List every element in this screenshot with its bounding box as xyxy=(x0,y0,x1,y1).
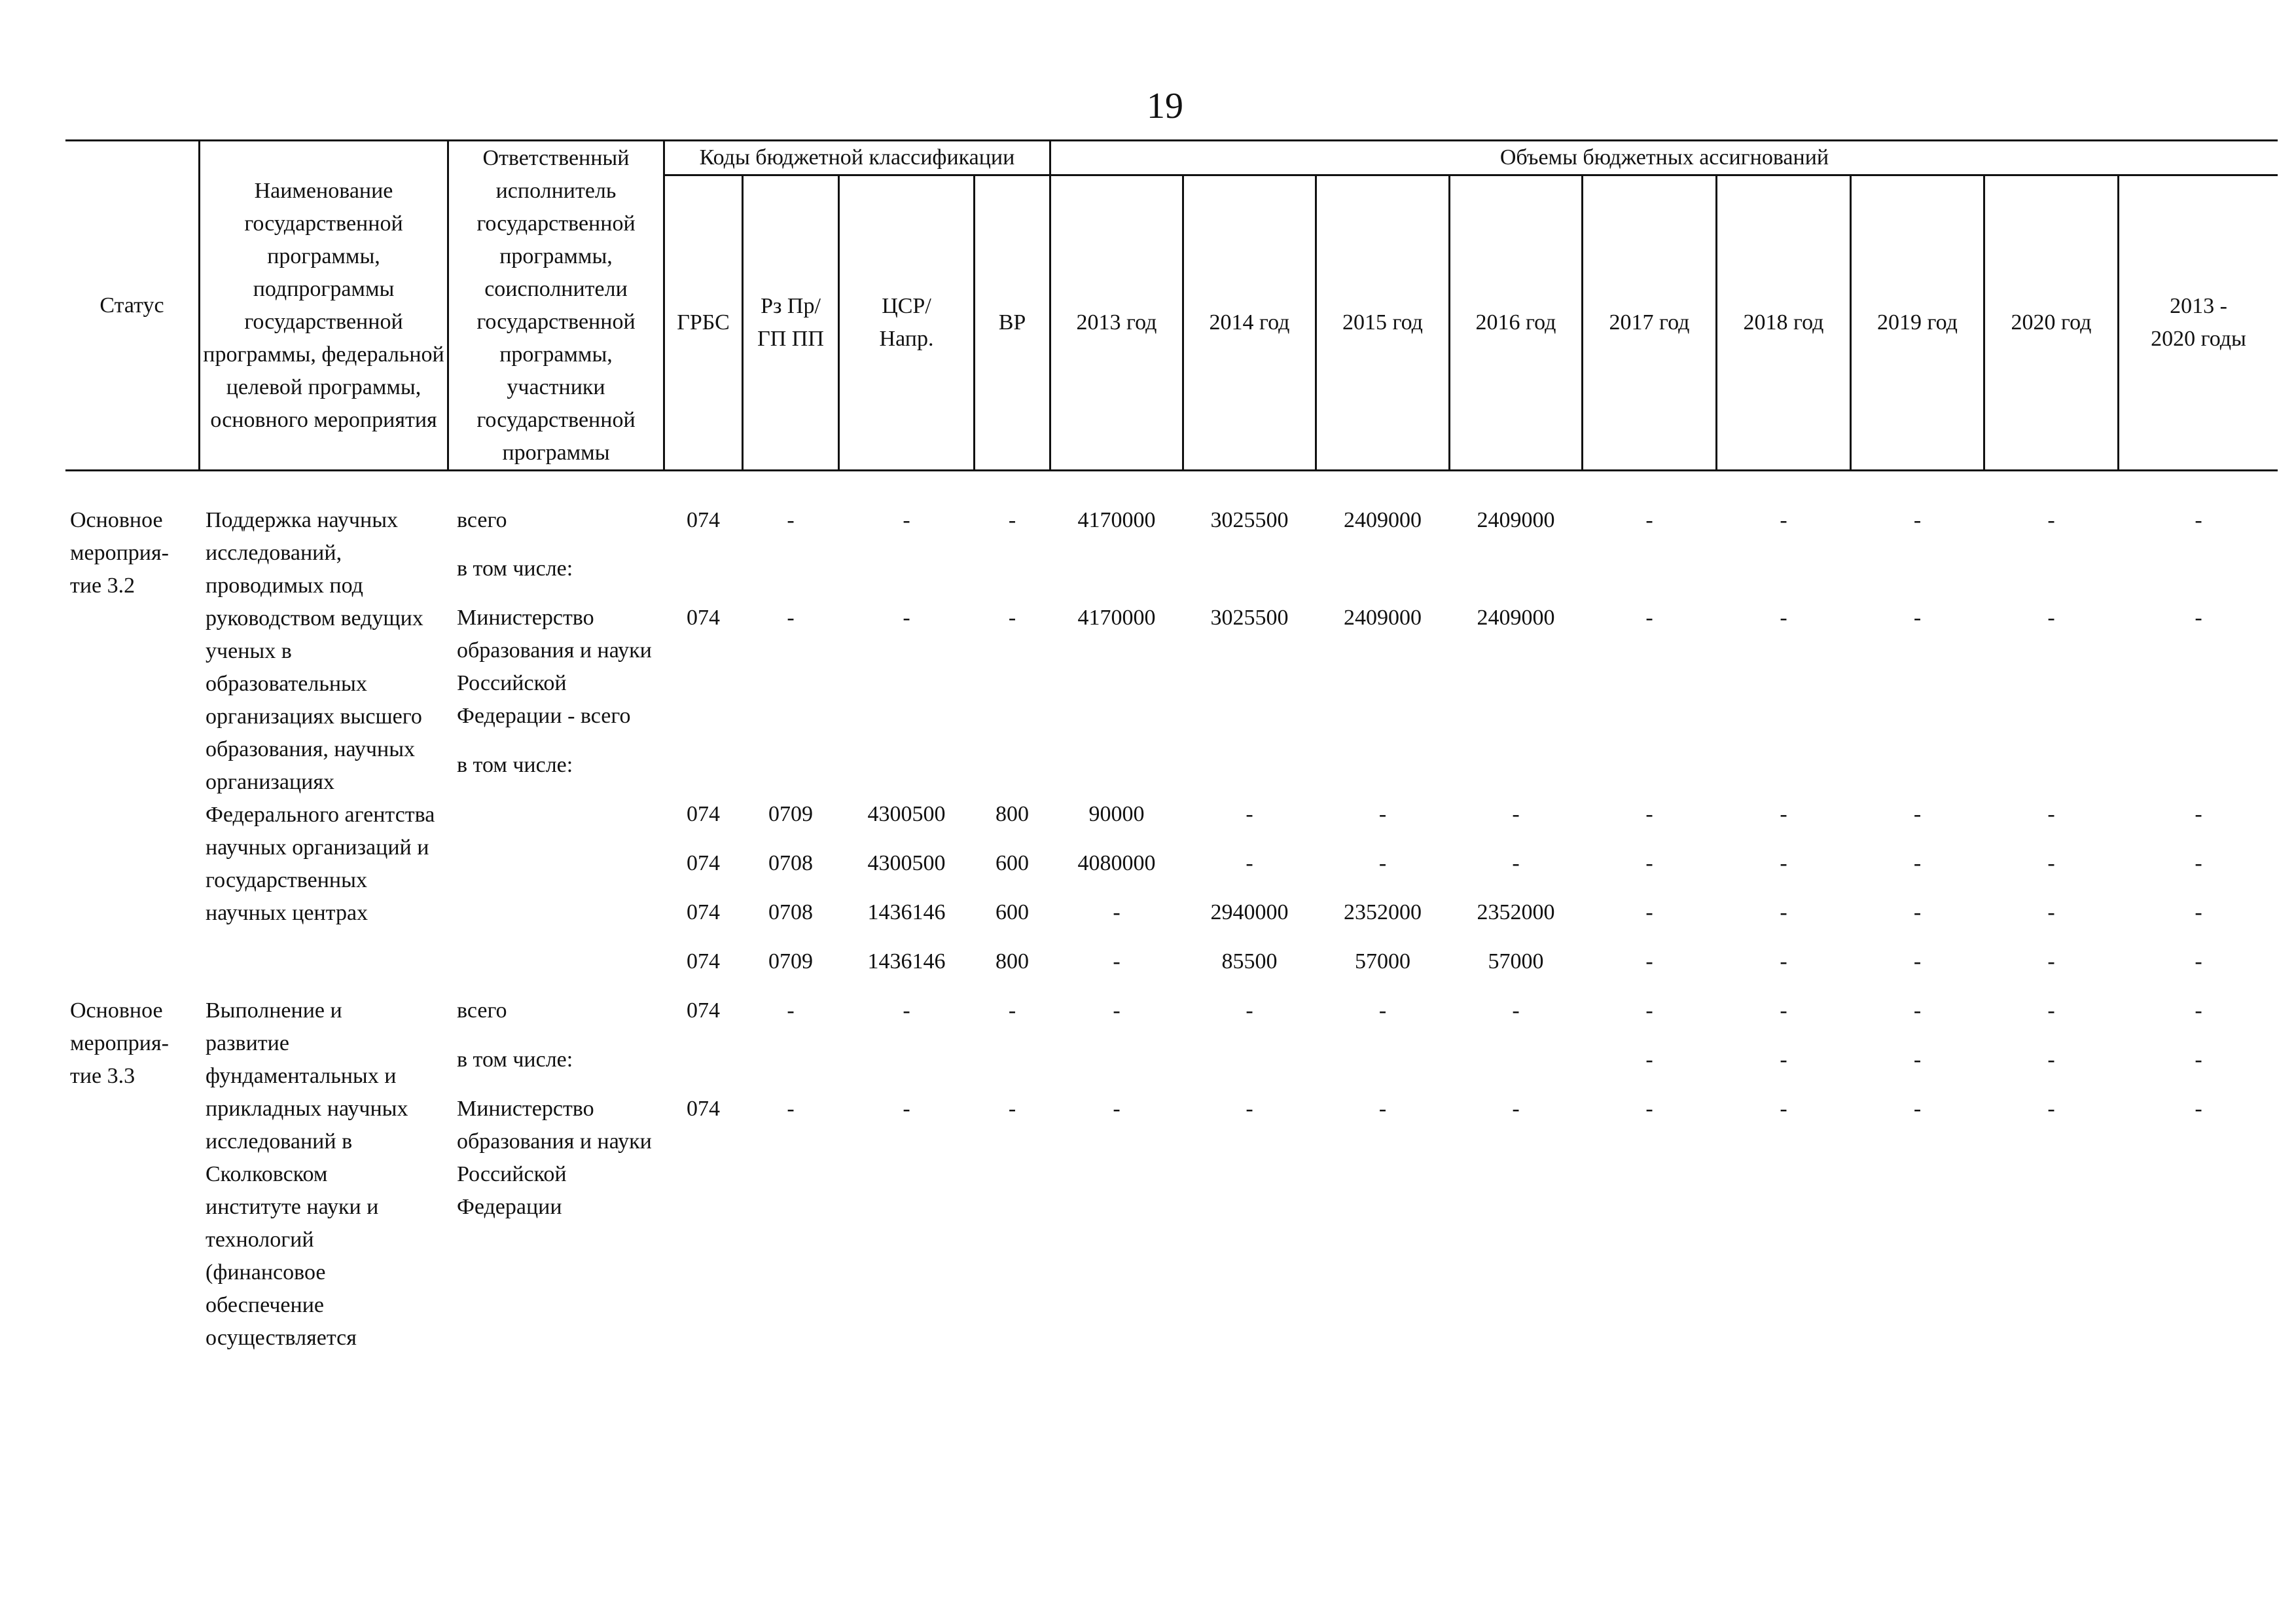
cell-2015: 2352000 xyxy=(1344,900,1422,924)
cell-2019: - xyxy=(1913,1097,1922,1121)
cell-grbs: 074 xyxy=(687,802,720,826)
header-budget-codes: Коды бюджетной классификации xyxy=(699,145,1015,170)
header-year-2018: 2018 год xyxy=(1743,310,1824,335)
status-3-3: Основное мероприя- тие 3.3 xyxy=(70,998,169,1088)
cell-2015: - xyxy=(1378,851,1387,875)
cell-csr: 4300500 xyxy=(867,802,946,826)
cell-total: - xyxy=(2195,1097,2202,1121)
cell-total: - xyxy=(2195,900,2202,924)
cell-csr: - xyxy=(903,1097,910,1121)
header-rzpr: Рз Пр/ ГП ПП xyxy=(757,294,824,351)
cell-2020: - xyxy=(2047,998,2055,1023)
cell-rzpr: - xyxy=(787,508,795,532)
cell-2020: - xyxy=(2047,949,2055,974)
cell-vr: - xyxy=(1008,998,1016,1023)
cell-total: - xyxy=(2195,606,2202,630)
cell-2019: - xyxy=(1913,998,1922,1023)
cell-2013: 4080000 xyxy=(1077,851,1156,875)
cell-rzpr: 0709 xyxy=(768,949,813,974)
cell-2020: - xyxy=(2047,1048,2055,1072)
cell-2017: - xyxy=(1645,949,1653,974)
resp-total: всего xyxy=(457,508,507,532)
cell-2019: - xyxy=(1913,1048,1922,1072)
cell-2014: 2940000 xyxy=(1210,900,1289,924)
cell-2016: 57000 xyxy=(1488,949,1544,974)
cell-2013: 90000 xyxy=(1088,802,1145,826)
cell-vr: 800 xyxy=(996,802,1029,826)
cell-2016: - xyxy=(1512,851,1520,875)
cell-csr: - xyxy=(903,998,910,1023)
cell-2019: - xyxy=(1913,949,1922,974)
cell-2018: - xyxy=(1780,998,1787,1023)
header-year-2019: 2019 год xyxy=(1877,310,1958,335)
cell-2017: - xyxy=(1645,606,1653,630)
cell-2020: - xyxy=(2047,802,2055,826)
cell-2020: - xyxy=(2047,900,2055,924)
cell-grbs: 074 xyxy=(687,508,720,532)
cell-2016: 2409000 xyxy=(1477,508,1555,532)
cell-2020: - xyxy=(2047,508,2055,532)
cell-csr: - xyxy=(903,508,910,532)
cell-vr: 600 xyxy=(996,851,1029,875)
cell-2015: - xyxy=(1378,1097,1387,1121)
resp-incl: в том числе: xyxy=(457,556,573,581)
cell-2014: 85500 xyxy=(1221,949,1278,974)
cell-rzpr: - xyxy=(787,1097,795,1121)
cell-rzpr: 0708 xyxy=(768,851,813,875)
header-status: Статус xyxy=(99,293,164,318)
cell-vr: - xyxy=(1008,606,1016,630)
name-3-2: Поддержка научных исследований, проводимых под руководством ведущих ученых в образовательных организациях высшего образования, научных организациях Федерального агентства научных организаций и государственных научных центрах xyxy=(206,508,435,925)
cell-2017: - xyxy=(1645,1048,1653,1072)
cell-2013: - xyxy=(1113,1097,1121,1121)
cell-vr: 600 xyxy=(996,900,1029,924)
page-number: 19 xyxy=(1147,86,1183,126)
cell-2018: - xyxy=(1780,1097,1787,1121)
cell-total: - xyxy=(2195,949,2202,974)
cell-csr: 1436146 xyxy=(867,949,946,974)
cell-2016: 2352000 xyxy=(1477,900,1555,924)
cell-total: - xyxy=(2195,508,2202,532)
cell-2015: 2409000 xyxy=(1344,606,1422,630)
cell-2014: - xyxy=(1246,1097,1253,1121)
cell-2018: - xyxy=(1780,606,1787,630)
cell-total: - xyxy=(2195,998,2202,1023)
cell-2013: 4170000 xyxy=(1077,606,1156,630)
header-year-total: 2013 - 2020 годы xyxy=(2151,294,2246,351)
cell-2013: - xyxy=(1113,900,1121,924)
header-volumes: Объемы бюджетных ассигнований xyxy=(1499,145,1829,170)
header-grbs: ГРБС xyxy=(677,310,730,335)
header-year-2016: 2016 год xyxy=(1475,310,1556,335)
cell-2015: - xyxy=(1378,998,1387,1023)
cell-2017: - xyxy=(1645,802,1653,826)
cell-2020: - xyxy=(2047,606,2055,630)
cell-2019: - xyxy=(1913,851,1922,875)
status-3-2: Основное мероприя- тие 3.2 xyxy=(70,508,169,598)
cell-vr: - xyxy=(1008,508,1016,532)
resp-ministry: Министерство образования и науки Российской Федерации xyxy=(457,1097,652,1219)
cell-2017: - xyxy=(1645,900,1653,924)
cell-2017: - xyxy=(1645,851,1653,875)
cell-vr: 800 xyxy=(996,949,1029,974)
header-name: Наименование государственной программы, подпрограммы государственной программы, федеральной целевой программы, основного мероприятия xyxy=(203,178,444,432)
cell-grbs: 074 xyxy=(687,998,720,1023)
cell-2013: 4170000 xyxy=(1077,508,1156,532)
cell-rzpr: - xyxy=(787,998,795,1023)
header-year-2017: 2017 год xyxy=(1609,310,1690,335)
cell-2017: - xyxy=(1645,998,1653,1023)
cell-2015: 2409000 xyxy=(1344,508,1422,532)
cell-2019: - xyxy=(1913,606,1922,630)
cell-grbs: 074 xyxy=(687,851,720,875)
cell-2020: - xyxy=(2047,1097,2055,1121)
cell-2014: - xyxy=(1246,998,1253,1023)
header-bottom-rule xyxy=(65,469,2278,471)
cell-rzpr: 0709 xyxy=(768,802,813,826)
header-year-2020: 2020 год xyxy=(2011,310,2092,335)
cell-total: - xyxy=(2195,1048,2202,1072)
cell-2014: - xyxy=(1246,802,1253,826)
cell-rzpr: - xyxy=(787,606,795,630)
header-vr: ВР xyxy=(998,310,1026,335)
cell-total: - xyxy=(2195,802,2202,826)
cell-rzpr: 0708 xyxy=(768,900,813,924)
cell-2017: - xyxy=(1645,1097,1653,1121)
resp-incl: в том числе: xyxy=(457,1048,573,1072)
resp-incl: в том числе: xyxy=(457,753,573,777)
header-responsible: Ответственный исполнитель государственной программы, соисполнители государственной программы, участники государственной программы xyxy=(476,145,636,465)
cell-2014: - xyxy=(1246,851,1253,875)
name-3-3: Выполнение и развитие фундаментальных и прикладных научных исследований в Сколковском институте науки и технологий (финансовое обеспечение осуществляется xyxy=(206,998,408,1350)
cell-2013: - xyxy=(1113,998,1121,1023)
cell-2014: 3025500 xyxy=(1210,508,1289,532)
cell-2018: - xyxy=(1780,851,1787,875)
cell-2018: - xyxy=(1780,508,1787,532)
cell-2019: - xyxy=(1913,508,1922,532)
cell-2016: - xyxy=(1512,1097,1520,1121)
cell-2015: 57000 xyxy=(1355,949,1410,974)
cell-2018: - xyxy=(1780,900,1787,924)
cell-grbs: 074 xyxy=(687,1097,720,1121)
cell-grbs: 074 xyxy=(687,900,720,924)
cell-grbs: 074 xyxy=(687,606,720,630)
cell-2013: - xyxy=(1113,949,1121,974)
cell-total: - xyxy=(2195,851,2202,875)
header-year-2013: 2013 год xyxy=(1076,310,1157,335)
cell-2020: - xyxy=(2047,851,2055,875)
cell-vr: - xyxy=(1008,1097,1016,1121)
resp-ministry: Министерство образования и науки Российской Федерации - всего xyxy=(457,606,652,728)
cell-csr: 1436146 xyxy=(867,900,946,924)
cell-2019: - xyxy=(1913,900,1922,924)
cell-2018: - xyxy=(1780,802,1787,826)
cell-2017: - xyxy=(1645,508,1653,532)
cell-2018: - xyxy=(1780,1048,1787,1072)
header-csr: ЦСР/ Напр. xyxy=(879,294,934,351)
cell-grbs: 074 xyxy=(687,949,720,974)
cell-2015: - xyxy=(1378,802,1387,826)
cell-2016: - xyxy=(1512,998,1520,1023)
cell-2019: - xyxy=(1913,802,1922,826)
resp-total: всего xyxy=(457,998,507,1023)
cell-2018: - xyxy=(1780,949,1787,974)
cell-2014: 3025500 xyxy=(1210,606,1289,630)
cell-csr: 4300500 xyxy=(867,851,946,875)
header-year-2014: 2014 год xyxy=(1209,310,1290,335)
header-year-2015: 2015 год xyxy=(1342,310,1423,335)
cell-2016: 2409000 xyxy=(1477,606,1555,630)
cell-2016: - xyxy=(1512,802,1520,826)
cell-csr: - xyxy=(903,606,910,630)
